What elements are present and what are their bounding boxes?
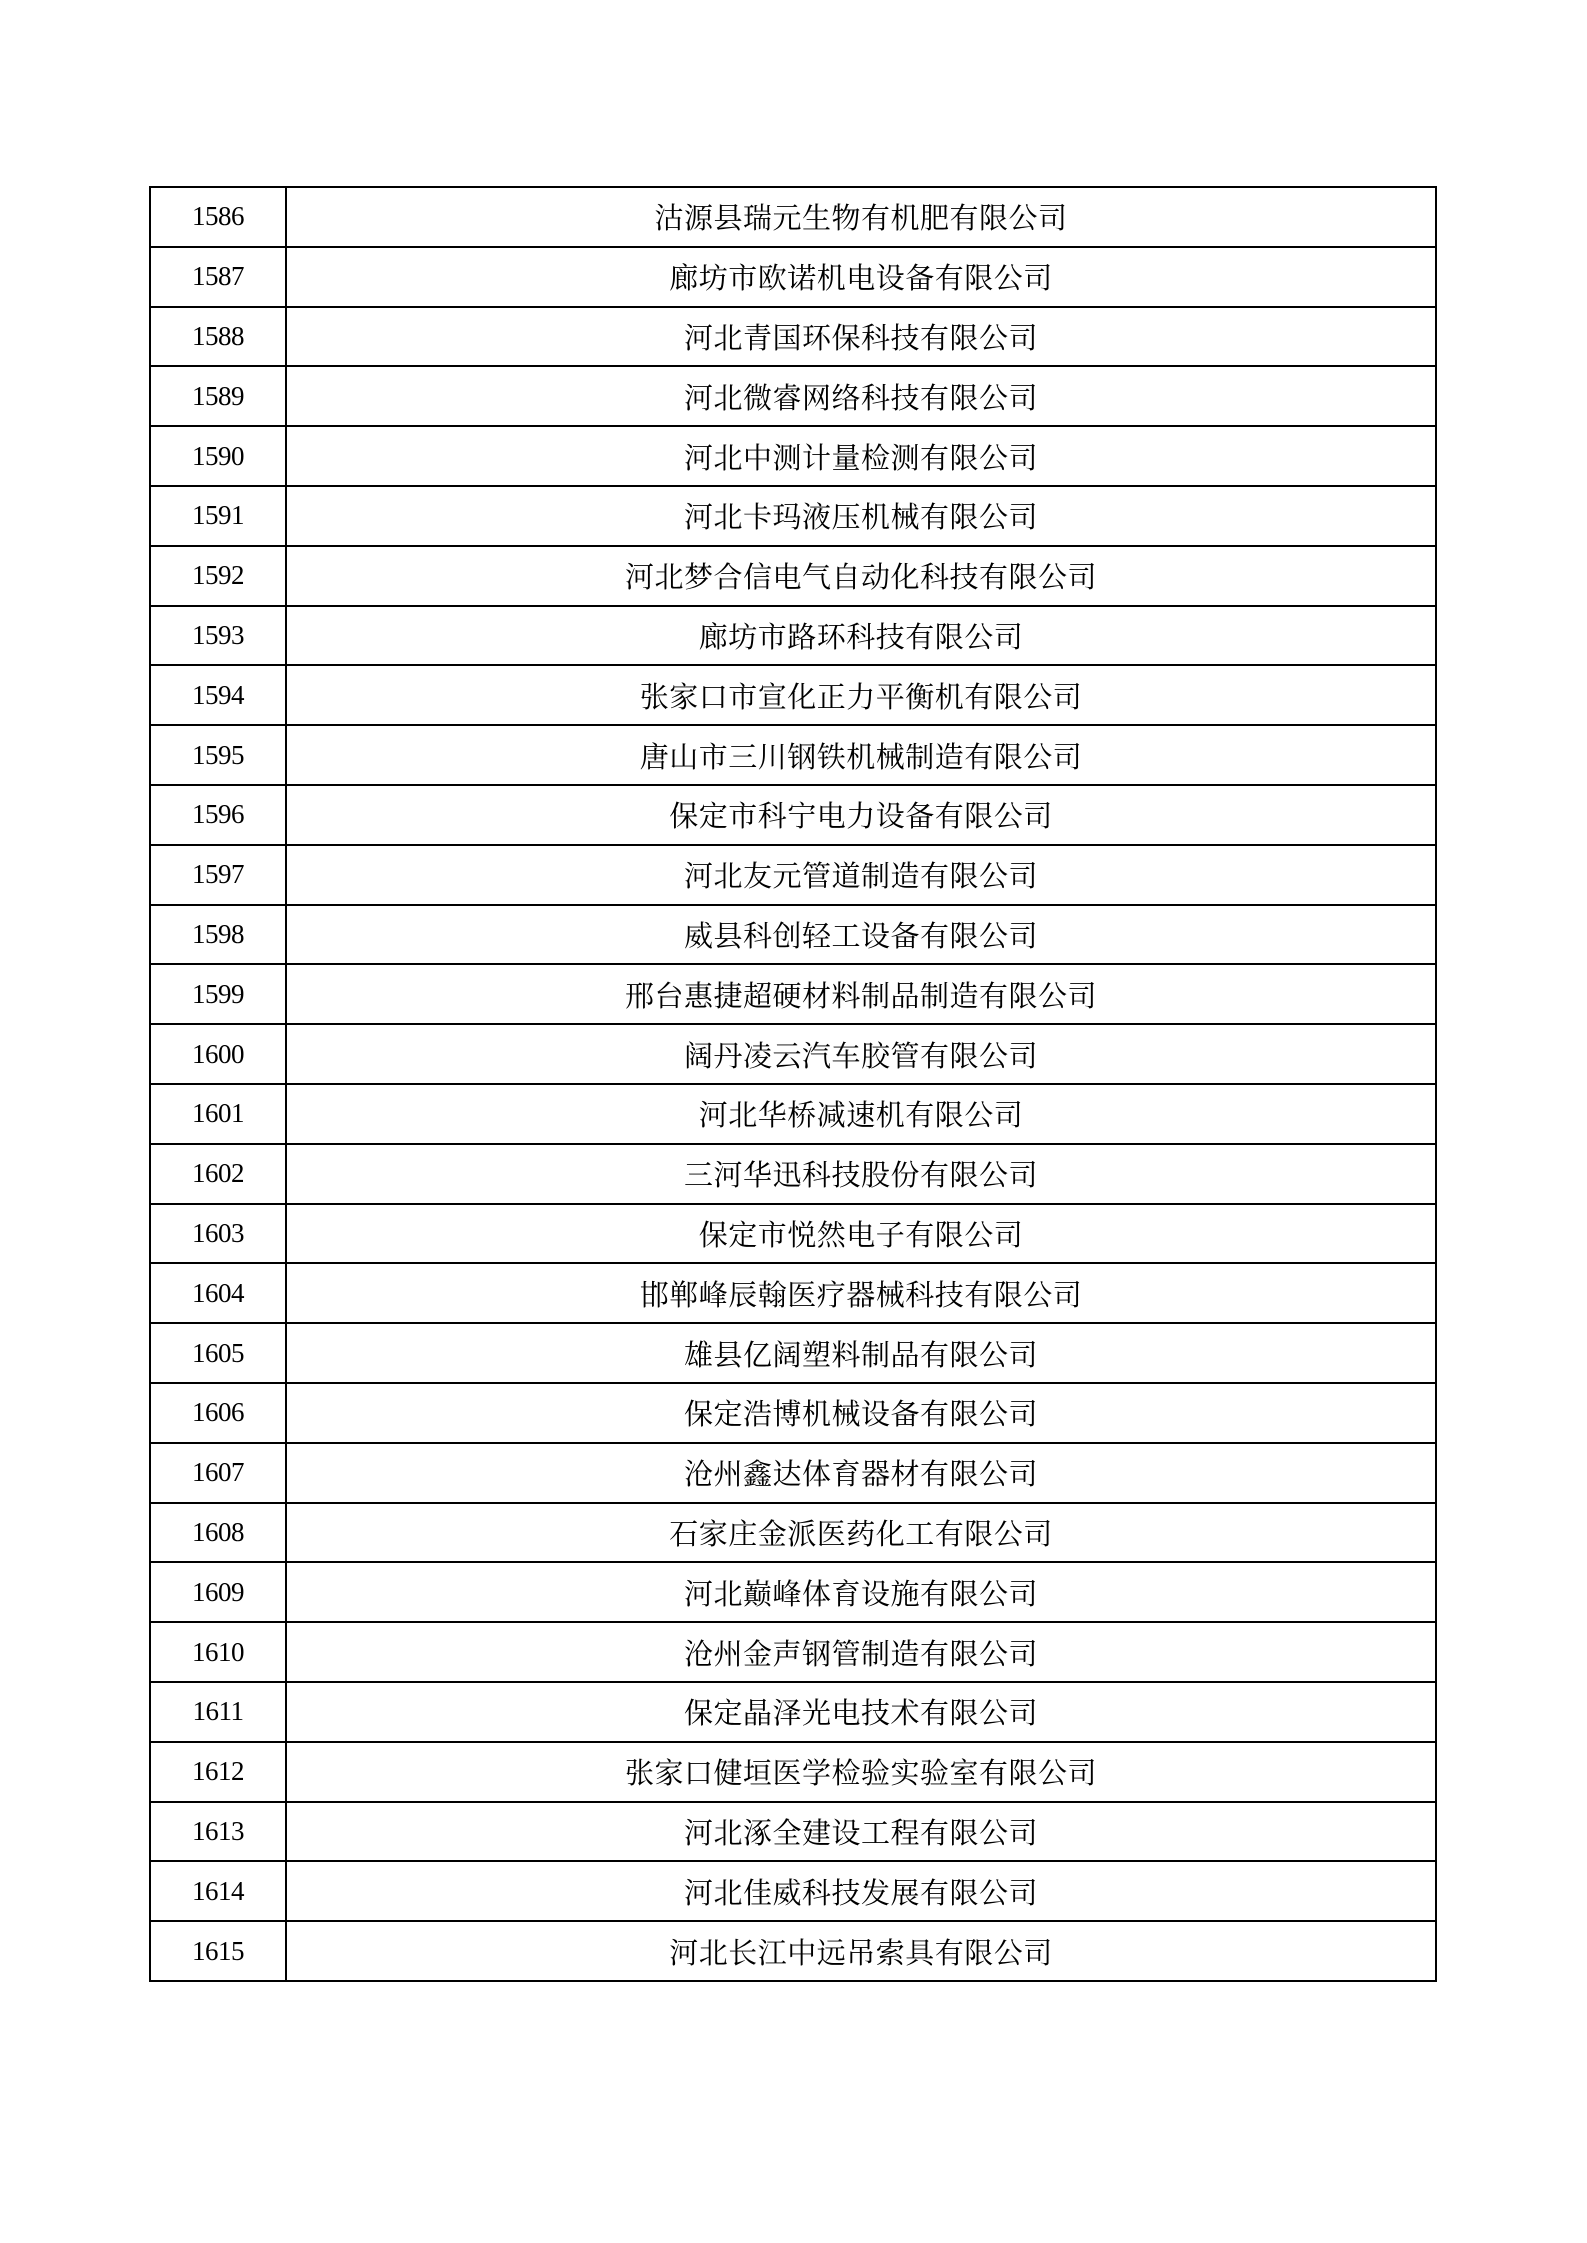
table-row [150,1861,1436,1921]
company-name-cell: 张家口健垣医学检验实验室有限公司 [286,1742,1436,1802]
row-number-cell: 1595 [150,725,286,785]
company-name-cell: 石家庄金派医药化工有限公司 [286,1503,1436,1563]
row-number-cell: 1588 [150,307,286,367]
table-row [150,845,1436,905]
company-name-cell: 廊坊市路环科技有限公司 [286,606,1436,666]
company-name-cell: 河北中测计量检测有限公司 [286,426,1436,486]
row-number-cell: 1587 [150,247,286,307]
table-row [150,1622,1436,1682]
company-name-cell: 河北长江中远吊索具有限公司 [286,1921,1436,1981]
company-name-cell: 三河华迅科技股份有限公司 [286,1144,1436,1204]
row-number-cell: 1607 [150,1443,286,1503]
company-name-cell: 邯郸峰辰翰医疗器械科技有限公司 [286,1263,1436,1323]
table-row [150,1562,1436,1622]
row-number-cell: 1593 [150,606,286,666]
company-name-cell: 河北华桥减速机有限公司 [286,1084,1436,1144]
row-number-cell: 1612 [150,1742,286,1802]
row-number-cell: 1615 [150,1921,286,1981]
row-number-cell: 1597 [150,845,286,905]
company-name-cell: 张家口市宣化正力平衡机有限公司 [286,665,1436,725]
row-number-cell: 1600 [150,1024,286,1084]
table-row [150,1503,1436,1563]
row-number-cell: 1601 [150,1084,286,1144]
company-name-cell: 河北微睿网络科技有限公司 [286,366,1436,426]
table-row [150,1144,1436,1204]
table-row [150,1742,1436,1802]
company-name-cell: 河北青国环保科技有限公司 [286,307,1436,367]
row-number-cell: 1592 [150,546,286,606]
company-name-cell: 唐山市三川钢铁机械制造有限公司 [286,725,1436,785]
company-name-cell: 阔丹凌云汽车胶管有限公司 [286,1024,1436,1084]
row-number-cell: 1602 [150,1144,286,1204]
company-name-cell: 沽源县瑞元生物有机肥有限公司 [286,187,1436,247]
row-number-cell: 1604 [150,1263,286,1323]
company-name-cell: 河北佳威科技发展有限公司 [286,1861,1436,1921]
row-number-cell: 1596 [150,785,286,845]
table-row [150,905,1436,965]
row-number-cell: 1591 [150,486,286,546]
company-name-cell: 邢台惠捷超硬材料制品制造有限公司 [286,964,1436,1024]
table-row [150,725,1436,785]
table-row [150,366,1436,426]
company-name-cell: 河北友元管道制造有限公司 [286,845,1436,905]
table-row [150,247,1436,307]
table-row [150,486,1436,546]
row-number-cell: 1599 [150,964,286,1024]
row-number-cell: 1586 [150,187,286,247]
row-number-cell: 1603 [150,1204,286,1264]
row-number-cell: 1606 [150,1383,286,1443]
company-name-cell: 河北卡玛液压机械有限公司 [286,486,1436,546]
row-number-cell: 1589 [150,366,286,426]
company-name-cell: 保定晶泽光电技术有限公司 [286,1682,1436,1742]
row-number-cell: 1594 [150,665,286,725]
company-name-cell: 沧州鑫达体育器材有限公司 [286,1443,1436,1503]
row-number-cell: 1613 [150,1802,286,1862]
company-name-cell: 保定市科宁电力设备有限公司 [286,785,1436,845]
table-row [150,606,1436,666]
company-name-cell: 威县科创轻工设备有限公司 [286,905,1436,965]
company-name-cell: 保定市悦然电子有限公司 [286,1204,1436,1264]
company-name-cell: 雄县亿阔塑料制品有限公司 [286,1323,1436,1383]
row-number-cell: 1590 [150,426,286,486]
table-row [150,1383,1436,1443]
row-number-cell: 1598 [150,905,286,965]
table-row [150,1084,1436,1144]
table-row [150,665,1436,725]
table-row [150,187,1436,247]
table-row [150,1802,1436,1862]
table-row [150,1204,1436,1264]
table-body [150,187,1436,1981]
row-number-cell: 1610 [150,1622,286,1682]
row-number-cell: 1611 [150,1682,286,1742]
company-list-table [149,186,1437,1982]
table-row [150,307,1436,367]
company-name-cell: 廊坊市欧诺机电设备有限公司 [286,247,1436,307]
table-row [150,785,1436,845]
table-row [150,964,1436,1024]
table-row [150,546,1436,606]
table-row [150,1682,1436,1742]
row-number-cell: 1614 [150,1861,286,1921]
row-number-cell: 1609 [150,1562,286,1622]
table-row [150,1263,1436,1323]
company-name-cell: 河北巅峰体育设施有限公司 [286,1562,1436,1622]
table-row [150,1024,1436,1084]
table-row [150,1921,1436,1981]
table-row [150,1443,1436,1503]
row-number-cell: 1608 [150,1503,286,1563]
company-name-cell: 保定浩博机械设备有限公司 [286,1383,1436,1443]
company-name-cell: 河北梦合信电气自动化科技有限公司 [286,546,1436,606]
company-name-cell: 沧州金声钢管制造有限公司 [286,1622,1436,1682]
row-number-cell: 1605 [150,1323,286,1383]
table-row [150,1323,1436,1383]
table-row [150,426,1436,486]
company-name-cell: 河北涿全建设工程有限公司 [286,1802,1436,1862]
